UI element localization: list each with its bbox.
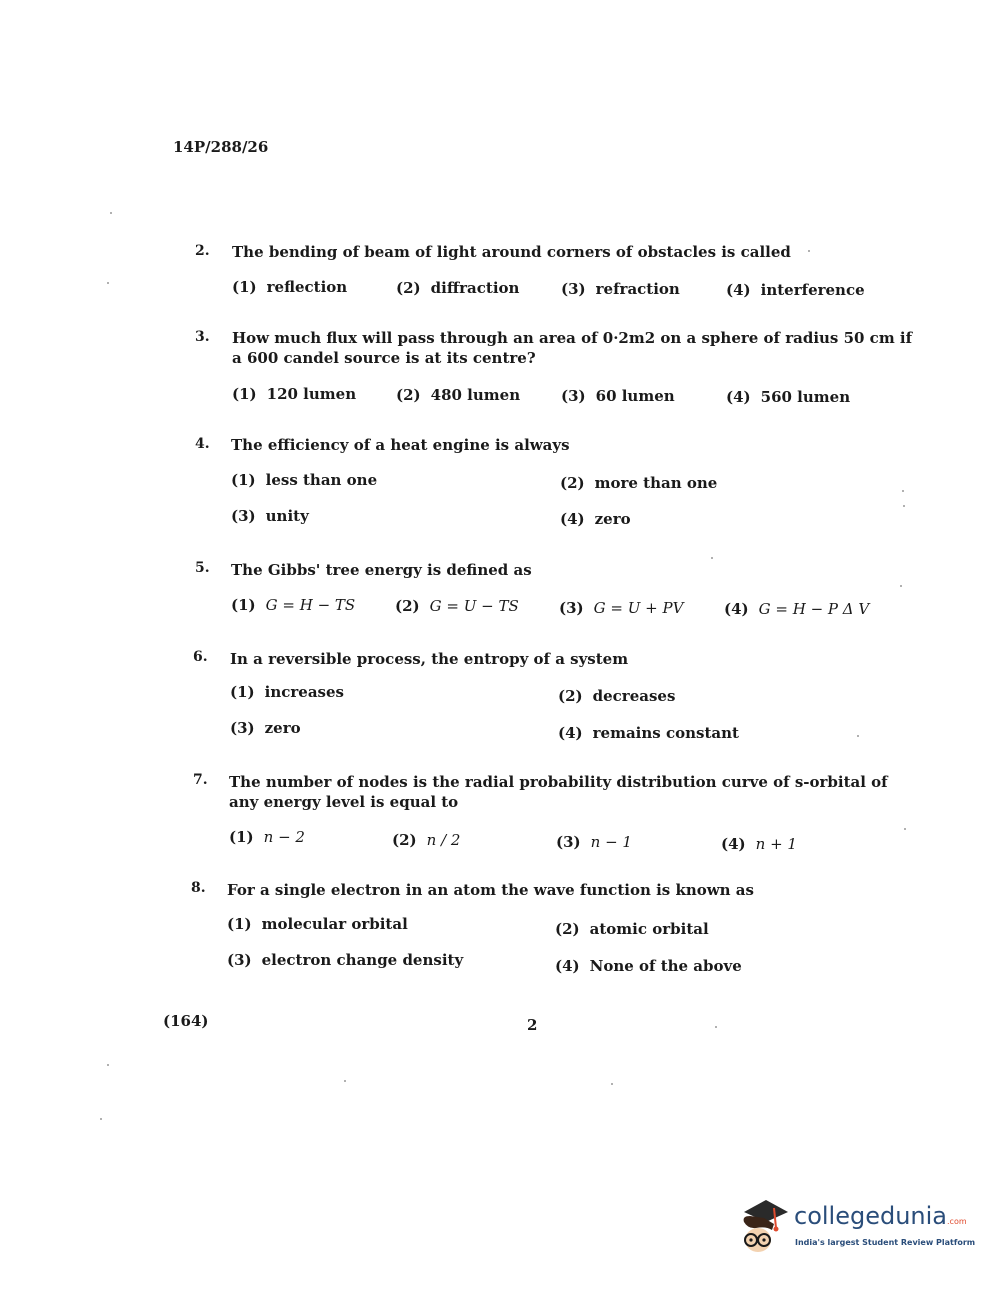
- scan-speck: [857, 735, 859, 737]
- question-text: For a single electron in an atom the wave function is known as: [227, 881, 754, 899]
- scan-speck: [611, 1083, 613, 1085]
- option-3: (3) 60 lumen: [561, 387, 675, 405]
- option-2: (2) n / 2: [392, 831, 461, 849]
- option-3: (3) G = U + PV: [559, 599, 684, 617]
- scan-speck: [344, 1080, 346, 1082]
- option-2: (2) diffraction: [396, 279, 520, 297]
- option-2: (2) decreases: [558, 687, 676, 705]
- scan-speck: [715, 1026, 717, 1028]
- option-1: (1) n − 2: [229, 828, 305, 846]
- option-1: (1) G = H − TS: [231, 596, 356, 614]
- scan-speck: [100, 1118, 102, 1120]
- option-1: (1) 120 lumen: [232, 385, 357, 403]
- option-4: (4) 560 lumen: [726, 388, 851, 406]
- scan-speck: [107, 282, 109, 284]
- footer-code: (164): [163, 1012, 209, 1030]
- question-number: 3.: [195, 329, 210, 345]
- option-3: (3) n − 1: [556, 833, 632, 851]
- question-number: 2.: [195, 243, 210, 259]
- scan-speck: [711, 557, 713, 559]
- question-text: How much flux will pass through an area of 0·2m2 on a sphere of radius 50 cm if a 600 candel source is at its centre?: [232, 329, 913, 367]
- option-2: (2) 480 lumen: [396, 386, 521, 404]
- student-mascot-icon: [734, 1196, 794, 1260]
- scan-speck: [110, 212, 112, 214]
- option-4: (4) None of the above: [555, 957, 742, 975]
- option-4: (4) G = H − P Δ V: [724, 600, 870, 618]
- option-3: (3) electron change density: [227, 951, 464, 969]
- question-number: 5.: [195, 560, 210, 576]
- scan-speck: [107, 1064, 109, 1066]
- question-text: The number of nodes is the radial probability distribution curve of s-orbital of any energy level is equal to: [229, 773, 888, 811]
- option-4: (4) interference: [726, 281, 865, 299]
- page-number: 2: [527, 1016, 538, 1034]
- option-1: (1) increases: [230, 683, 344, 701]
- question-number: 7.: [193, 772, 208, 788]
- logo-tagline: India's largest Student Review Platform: [795, 1238, 976, 1247]
- option-3: (3) unity: [231, 507, 309, 525]
- scan-speck: [900, 585, 902, 587]
- option-3: (3) refraction: [561, 280, 680, 298]
- scan-speck: [902, 490, 904, 492]
- option-2: (2) G = U − TS: [395, 597, 519, 615]
- question-text: In a reversible process, the entropy of a system: [230, 650, 629, 668]
- question-text: The bending of beam of light around corners of obstacles is called: [232, 243, 791, 261]
- scan-speck: [903, 505, 905, 507]
- option-3: (3) zero: [230, 719, 301, 737]
- question-number: 6.: [193, 649, 208, 665]
- option-1: (1) reflection: [232, 278, 348, 296]
- scan-speck: [904, 828, 906, 830]
- question-text: The efficiency of a heat engine is always: [231, 436, 570, 454]
- logo-wordmark: collegedunia.com: [794, 1202, 967, 1230]
- option-4: (4) remains constant: [558, 724, 739, 742]
- option-1: (1) less than one: [231, 471, 378, 489]
- option-4: (4) n + 1: [721, 835, 797, 853]
- option-1: (1) molecular orbital: [227, 915, 408, 933]
- option-4: (4) zero: [560, 510, 631, 528]
- scan-speck: [808, 250, 810, 252]
- question-number: 8.: [191, 880, 206, 896]
- paper-code: 14P/288/26: [173, 138, 269, 156]
- option-2: (2) atomic orbital: [555, 920, 709, 938]
- collegedunia-logo: [734, 1196, 976, 1260]
- question-text: The Gibbs' tree energy is defined as: [231, 561, 532, 579]
- question-number: 4.: [195, 436, 210, 452]
- option-2: (2) more than one: [560, 474, 718, 492]
